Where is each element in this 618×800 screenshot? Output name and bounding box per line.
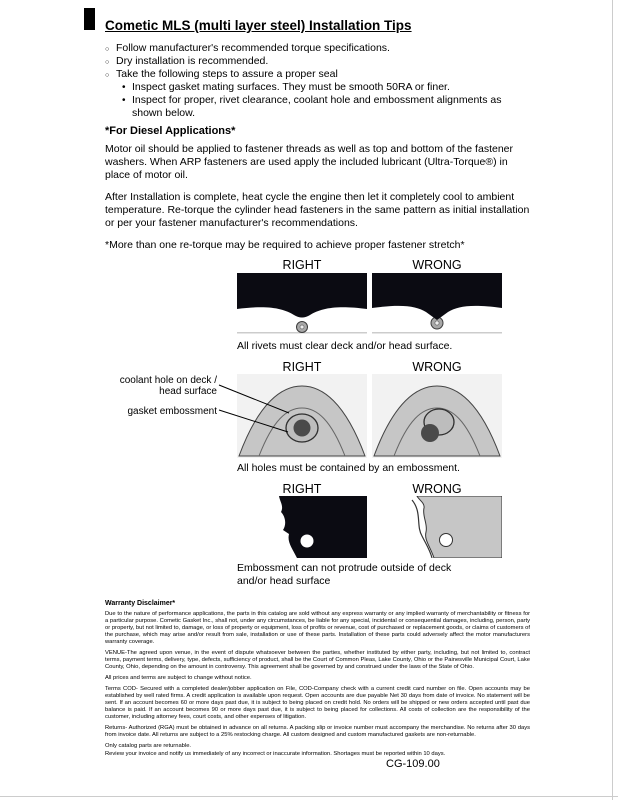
row1-wrong-header: WRONG xyxy=(412,258,462,272)
tip-item: ○ Take the following steps to assure a proper seal xyxy=(105,68,530,81)
rivet-clearance-wrong-diagram xyxy=(372,273,502,335)
row3-right-header: RIGHT xyxy=(282,482,322,496)
legal-paragraph: Returns- Authorized (RGA) must be obtained in advance on all returns. A packing slip or invoice number must accompany the merchandise. No returns after 30 days from invoice date. All returns are subject to a 25% restocking charge. All custom designed and custom manufactured gaskets are non-returnable. xyxy=(105,725,530,738)
page-number: CG-109.00 xyxy=(386,758,440,770)
row1-caption: All rivets must clear deck and/or head surface. xyxy=(237,340,453,352)
row2-right-header: RIGHT xyxy=(282,360,322,374)
diagram-section xyxy=(105,258,530,590)
diesel-heading: *For Diesel Applications* xyxy=(105,125,236,137)
legal-paragraph: VENUE-The agreed upon venue, in the event of dispute whatsoever between the parties, whether instituted by either party, including, but not limited to, contract terms, payment terms, delivery, type, defects, sufficiency of product, shall be the Court of Common Pleas, Lake County, Ohio or the Painesville Municipal Court, Lake County, Ohio, depending on the amount in controversy. This agreement shall be governed by and construed under the laws of the State of Ohio. xyxy=(105,650,530,670)
legal-paragraph: Terms COD- Secured with a completed dealer/jobber application on File, COD-Company check with a current credit card number on file. Open accounts may be established by well rated firms. A credit application is available upon request. Open accounts are due payable Net 30 days from date of invoice. No statement will be sent. If an account becomes 60 or more days past due, it is subject to being placed on credit hold. No orders will be shipped or new orders accepted until past due balance is paid. If an account becomes 90 or more days past due, it is subject to being placed for collections. All costs of collection are the responsibility of the customer, including attorney fees, court costs, and other expenses of litigation. xyxy=(105,686,530,720)
embossment-containment-right-diagram xyxy=(237,374,367,458)
legal-paragraph: Review your invoice and notify us immediately of any incorrect or inaccurate information. Shortages must be reported within 10 days. xyxy=(105,751,446,757)
rivet-clearance-right-diagram xyxy=(237,273,367,335)
diesel-paragraph-2: After Installation is complete, heat cycle the engine then let it completely cool to ambient temperature. Re-torque the cylinder head fasteners in the same pattern as initial installation or per your fastener manufacturer's recommendations. xyxy=(105,191,530,229)
row1-right-header: RIGHT xyxy=(282,258,322,272)
legal-section xyxy=(105,600,530,758)
embossment-containment-wrong-diagram xyxy=(372,374,502,458)
gasket-embossment-label: gasket embossment xyxy=(127,406,217,417)
row3-wrong-header: WRONG xyxy=(412,482,462,496)
legal-paragraph: Only catalog parts are returnable. xyxy=(105,743,192,749)
embossment-protrusion-wrong-diagram xyxy=(372,496,502,558)
legal-paragraph: Due to the nature of performance applications, the parts in this catalog are sold without any express warranty or any implied warranty of merchantability or fitness for a particular purpose. Cometic Gasket Inc., shall not, under any circumstances, be liable for any special, incidental or consequential damages, including, person, party or property, but not limited to, damage, or loss of property or equipment, loss of profits or revenue, cost of purchased or replacement goods, or claims of customers of the purchase, which may arise and/or result from sale, installation or use of these parts. Installation of these parts could adversely affect the motor manufacturers warranty coverage. xyxy=(105,611,530,645)
tip-item: ○ Dry installation is recommended. xyxy=(105,55,530,68)
page-title: Cometic MLS (multi layer steel) Installation Tips xyxy=(105,18,412,33)
tip-subitem: • Inspect gasket mating surfaces. They must be smooth 50RA or finer. xyxy=(121,81,530,94)
tip-subitem: • Inspect for proper, rivet clearance, coolant hole and embossment alignments as shown below. xyxy=(121,94,530,120)
row2-caption: All holes must be contained by an embossment. xyxy=(237,462,460,474)
coolant-hole-label: coolant hole on deck / head surface xyxy=(119,375,217,397)
tip-item: ○ Follow manufacturer's recommended torque specifications. xyxy=(105,42,530,55)
row2-wrong-header: WRONG xyxy=(412,360,462,374)
tips-list xyxy=(105,42,530,120)
embossment-protrusion-right-diagram xyxy=(237,496,367,558)
scan-edge-bottom xyxy=(0,796,618,797)
row3-caption: Embossment can not protrude outside of deck and/or head surface xyxy=(237,562,452,587)
warranty-heading: Warranty Disclaimer* xyxy=(105,600,176,607)
legal-paragraph: All prices and terms are subject to change without notice. xyxy=(105,675,252,681)
retorque-note: *More than one re-torque may be required to achieve proper fastener stretch* xyxy=(105,239,465,251)
diesel-paragraph-1: Motor oil should be applied to fastener threads as well as top and bottom of the fastener washers. When ARP fasteners are used apply the included lubricant (Ultra-Torque®) in place of motor oil. xyxy=(105,143,513,181)
